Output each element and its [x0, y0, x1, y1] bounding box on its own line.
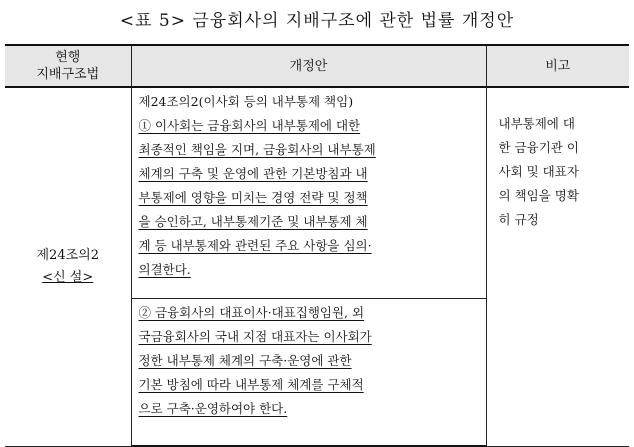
revision-line: ① 이사회는 금융회사의 내부통제에 대한 [138, 118, 361, 133]
current-status: <신 설> [42, 269, 94, 285]
table-caption: <표 5> 금융회사의 지배구조에 관한 법률 개정안 [119, 11, 515, 31]
header-note: 비고 [486, 45, 629, 87]
header-current-line2: 지배구조법 [36, 67, 100, 82]
table-row [5, 87, 629, 299]
header-current [5, 45, 131, 87]
note-line: 한 금융기관 이 [498, 140, 579, 155]
revision-line: 계 등 내부통제와 관련된 주요 사항을 심의· [138, 238, 372, 253]
revision-line: 의결한다. [138, 262, 191, 277]
revision-line: 으로 구축·운영하여야 한다. [138, 401, 288, 416]
revision-para1-cell [131, 87, 486, 299]
revision-line: 정한 내부통제 체계의 구축·운영에 관한 [138, 353, 352, 368]
note-line: 사회 및 대표자 [498, 164, 579, 179]
note-line: 의 책임을 명확 [498, 188, 579, 203]
header-revision: 개정안 [131, 45, 486, 87]
revision-line: 부통제에 영향을 미치는 경영 전략 및 정책 [138, 190, 368, 205]
note-line: 내부통제에 대 [498, 116, 575, 131]
current-article: 제24조의2 [36, 247, 99, 263]
revision-line: ② 금융회사의 대표이사·대표집행임원, 외 [138, 305, 365, 320]
revision-line: 을 승인하고, 내부통제기준 및 내부통제 체 [138, 214, 368, 229]
revision-line: 최종적인 책임을 지며, 금융회사의 내부통제 [138, 142, 376, 157]
note-cell [486, 87, 629, 446]
law-comparison-table [5, 44, 629, 447]
note-line: 히 규정 [498, 212, 539, 227]
header-current-line1: 현행 [55, 50, 81, 65]
header-row [5, 45, 629, 87]
revision-line: 기본 방침에 따라 내부통제 체계를 구체적 [138, 377, 364, 392]
revision-line: 체계의 구축 및 운영에 관한 기본방침과 내 [138, 166, 368, 181]
current-law-cell [5, 87, 131, 446]
revision-line: 국금융회사의 국내 지점 대표자는 이사회가 [138, 329, 372, 344]
revision-para2-cell [131, 299, 486, 447]
revision-heading: 제24조의2(이사회 등의 내부통제 책임) [138, 94, 354, 109]
